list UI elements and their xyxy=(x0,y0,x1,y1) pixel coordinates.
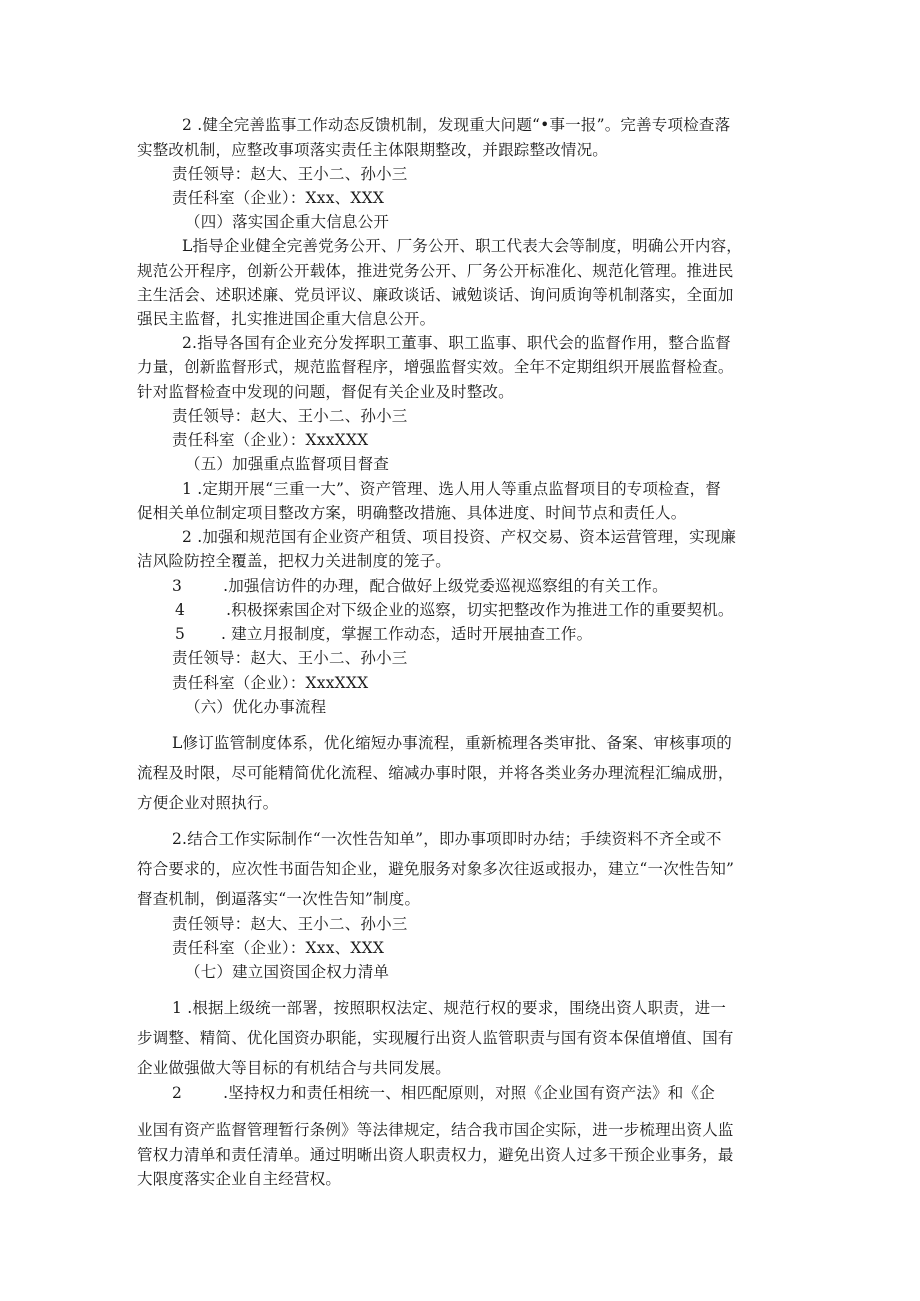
text-line: 责任科室（企业）：Xxx、XXX xyxy=(172,939,385,957)
text-line: 符合要求的，应次性书面告知企业，避免服务对象多次往返或报办，建立“一次性告知” xyxy=(137,860,735,878)
text-line: 力量，创新监督形式，规范监督程序，增强监督实效。全年不定期组织开展监督检查。 xyxy=(137,358,734,376)
text-line: 方便企业对照执行。 xyxy=(137,794,279,812)
text-line: 企业做强做大等目标的有机结合与共同发展。 xyxy=(137,1059,452,1077)
text-line: 责任科室（企业）：Xxx、XXX xyxy=(172,189,385,207)
text-line: 促相关单位制定项目整改方案，明确整改措施、具体进度、时间节点和责任人。 xyxy=(137,504,687,522)
text-line: 大限度落实企业自主经营权。 xyxy=(137,1170,342,1188)
text-line: 1 .定期开展“三重一大”、资产管理、选人用人等重点监督项目的专项检查，督 xyxy=(182,480,721,498)
text-line: 强民主监督，扎实推进国企重大信息公开。 xyxy=(137,310,436,328)
text-line: L指导企业健全完善党务公开、厂务公开、职工代表大会等制度，明确公开内容， xyxy=(182,237,742,255)
text-line: 责任科室（企业）：XxxXXX xyxy=(172,431,369,449)
text-line: 2 .健全完善监事工作动态反馈机制，发现重大问题“•事一报”。完善专项检查落 xyxy=(182,116,731,134)
text-line: 4 .积极探索国企对下级企业的巡察，切实把整改作为推进工作的重要契机。 xyxy=(175,601,734,619)
text-line: 步调整、精简、优化国资办职能，实现履行出资人监管职责与国有资本保值增值、国有 xyxy=(137,1029,734,1047)
text-line: 洁风险防控全覆盖，把权力关进制度的笼子。 xyxy=(137,552,452,570)
section-heading: （四）落实国企重大信息公开 xyxy=(185,213,390,231)
text-line: 针对监督检查中发现的问题，督促有关企业及时整改。 xyxy=(137,383,514,401)
text-line: 流程及时限，尽可能精简优化流程、缩减办事时限，并将各类业务办理流程汇编成册， xyxy=(137,764,734,782)
text-line: 管权力清单和责任清单。通过明晰出资人职责权力，避免出资人过多干预企业事务，最 xyxy=(137,1146,734,1164)
text-line: 2.结合工作实际制作“一次性告知单”，即办事项即时办结；手续资料不齐全或不 xyxy=(172,830,722,848)
text-line: 3 .加强信访件的办理，配合做好上级党委巡视巡察组的有关工作。 xyxy=(172,577,668,595)
text-line: L修订监管制度体系，优化缩短办事流程，重新梳理各类审批、备案、审核事项的 xyxy=(172,734,732,752)
text-line: 规范公开程序，创新公开载体，推进党务公开、厂务公开标准化、规范化管理。推进民 xyxy=(137,262,734,280)
section-heading: （六）优化办事流程 xyxy=(185,698,327,716)
text-line: 主生活会、述职述廉、党员评议、廉政谈话、诫勉谈话、询问质询等机制落实，全面加 xyxy=(137,286,734,304)
text-line: 5 . 建立月报制度，掌握工作动态，适时开展抽查工作。 xyxy=(175,625,593,643)
text-line: 责任领导：赵大、王小二、孙小三 xyxy=(172,915,408,933)
text-line: 2 .加强和规范国有企业资产租赁、项目投资、产权交易、资本运营管理，实现廉 xyxy=(182,528,737,546)
text-line: 业国有资产监督管理暂行条例》等法律规定，结合我市国企实际，进一步梳理出资人监 xyxy=(137,1121,734,1139)
text-line: 实整改机制，应整改事项落实责任主体限期整改，并跟踪整改情况。 xyxy=(137,141,609,159)
text-line: 责任领导：赵大、王小二、孙小三 xyxy=(172,165,408,183)
section-heading: （七）建立国资国企权力清单 xyxy=(185,963,390,981)
text-line: 责任领导：赵大、王小二、孙小三 xyxy=(172,407,408,425)
text-line: 1 .根据上级统一部署，按照职权法定、规范行权的要求，围绕出资人职责，进一 xyxy=(172,999,727,1017)
text-line: 责任领导：赵大、王小二、孙小三 xyxy=(172,649,408,667)
text-line: 责任科室（企业）：XxxXXX xyxy=(172,674,369,692)
text-line: 督查机制，倒逼落实“一次性告知”制度。 xyxy=(137,890,421,908)
section-heading: （五）加强重点监督项目督查 xyxy=(185,455,390,473)
text-line: 2.指导各国有企业充分发挥职工董事、职工监事、职代会的监督作用，整合监督 xyxy=(182,334,731,352)
text-line: 2 .坚持权力和责任相统一、相匹配原则，对照《企业国有资产法》和《企 xyxy=(172,1084,715,1102)
